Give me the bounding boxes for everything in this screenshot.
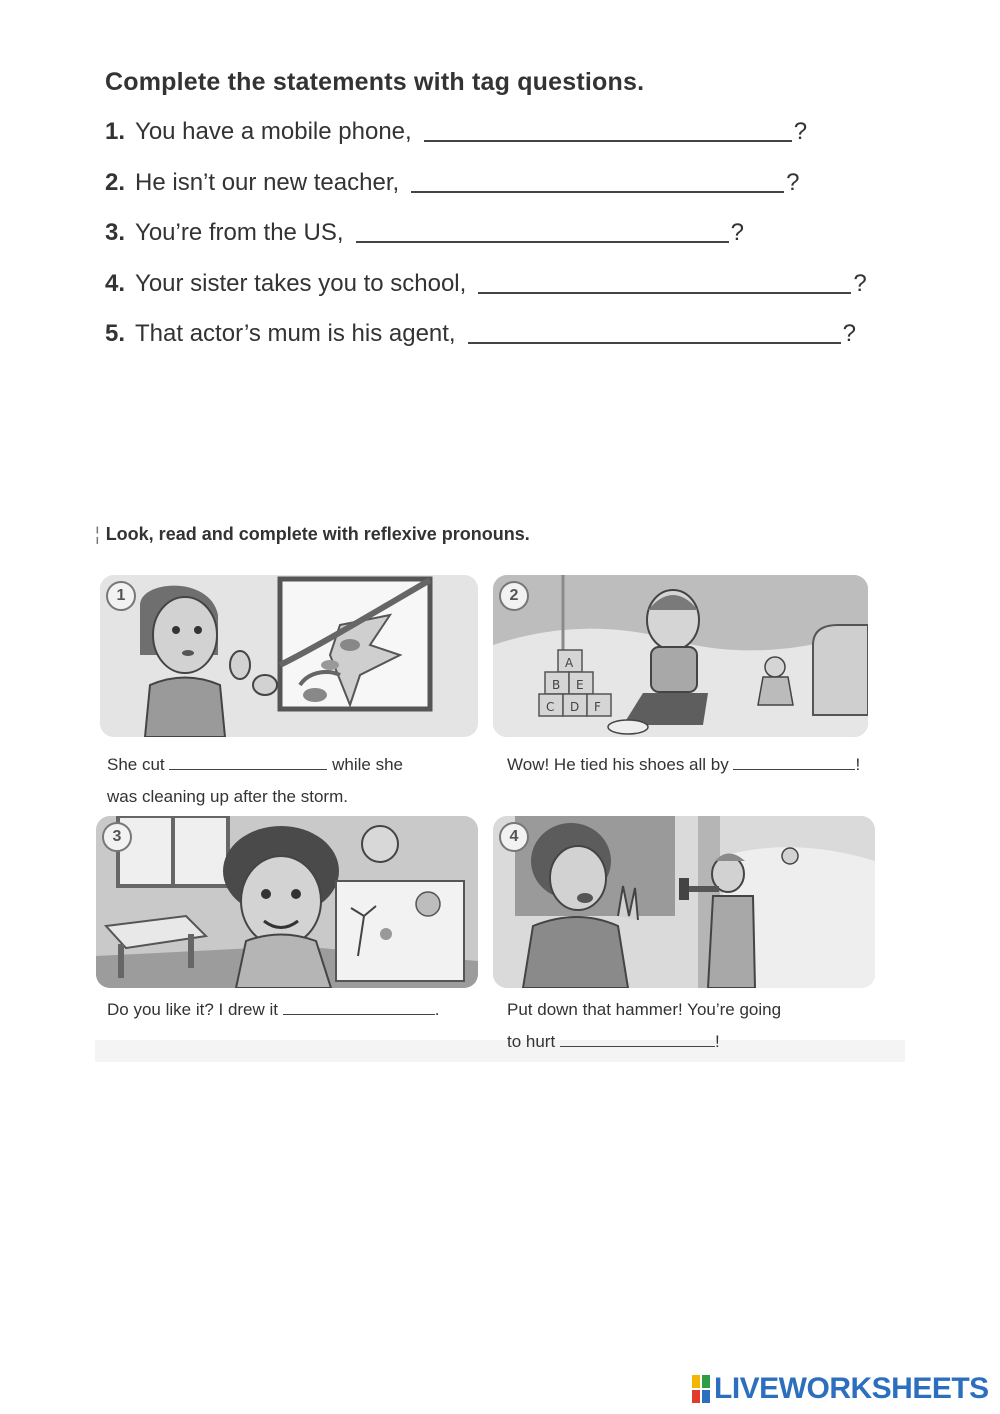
caption-panel-3 — [107, 994, 439, 1026]
exercise-heading: Complete the statements with tag questions. — [105, 68, 645, 96]
logo-icon — [692, 1375, 710, 1403]
question-mark: ? — [842, 320, 856, 347]
block-letter: A — [565, 656, 574, 670]
block-letter: C — [546, 700, 555, 714]
caption-panel-2 — [507, 749, 860, 781]
question-mark: ? — [793, 118, 808, 145]
question-text: You’re from the US, — [135, 219, 344, 246]
illustration-panel-1 — [100, 575, 478, 737]
panel-number: 3 — [102, 822, 132, 852]
caption-panel-1 — [107, 749, 403, 781]
logo-text: LIVEWORKSHEETS — [714, 1372, 989, 1405]
liveworksheets-logo[interactable] — [692, 1372, 989, 1406]
question-number: 2. — [105, 169, 126, 196]
illustration-panel-2 — [493, 575, 868, 737]
answer-blank[interactable] — [733, 751, 855, 770]
question-text: He isn’t our new teacher, — [135, 169, 400, 196]
caption-text: ! — [714, 1032, 720, 1051]
caption-text: Do you like it? I drew it — [107, 1000, 279, 1019]
answer-blank[interactable] — [424, 114, 792, 142]
caption-panel-1-line-2: was cleaning up after the storm. — [107, 787, 348, 806]
caption-text: . — [434, 1000, 440, 1019]
logo-square — [692, 1375, 700, 1388]
answer-blank[interactable] — [356, 215, 729, 243]
caption-text: Wow! He tied his shoes all by — [507, 755, 729, 774]
boy-tying-shoes-illustration — [493, 575, 868, 737]
answer-blank[interactable] — [468, 316, 841, 344]
answer-blank[interactable] — [560, 1028, 715, 1047]
question-text: Your sister takes you to school, — [135, 270, 467, 297]
caption-panel-4: Put down that hammer! You’re going — [507, 1000, 782, 1019]
caption-text: while she — [332, 755, 403, 774]
question-number: 4. — [105, 270, 126, 297]
panel-number: 4 — [499, 822, 529, 852]
exercise-heading-text: Look, read and complete with reflexive pronouns. — [105, 524, 530, 544]
question-number: 3. — [105, 219, 126, 246]
panel-number: 2 — [499, 581, 529, 611]
block-letter: E — [576, 678, 584, 692]
block-letter: F — [594, 700, 601, 714]
question-row — [105, 169, 800, 197]
illustration-panel-4 — [493, 816, 875, 988]
exercise-heading-2 — [95, 524, 530, 545]
question-row — [105, 118, 807, 146]
caption-text: ! — [855, 755, 861, 774]
question-row — [105, 320, 856, 348]
caption-text: to hurt — [507, 1032, 556, 1051]
answer-blank[interactable] — [169, 751, 327, 770]
boy-with-drawing-illustration — [96, 816, 478, 988]
girl-with-hammer-illustration — [493, 816, 875, 988]
question-number: 5. — [105, 320, 126, 347]
question-row — [105, 270, 867, 298]
answer-blank[interactable] — [478, 266, 851, 294]
woman-cut-finger-illustration — [100, 575, 478, 737]
block-letter: B — [552, 678, 561, 692]
logo-square — [702, 1390, 710, 1403]
answer-blank[interactable] — [283, 996, 435, 1015]
question-mark: ? — [730, 219, 744, 246]
question-mark: ? — [853, 270, 867, 297]
question-mark: ? — [786, 169, 800, 196]
illustration-panel-3 — [96, 816, 478, 988]
answer-blank[interactable] — [411, 165, 784, 193]
caption-text: She cut — [107, 755, 165, 774]
question-row — [105, 219, 744, 247]
page-edge-shade — [95, 1040, 905, 1062]
question-text: You have a mobile phone, — [135, 118, 412, 145]
caption-panel-4-line-2 — [507, 1026, 720, 1058]
logo-square — [702, 1375, 710, 1388]
section-marker: ¦ — [95, 524, 100, 544]
question-number: 1. — [105, 118, 126, 145]
block-letter: D — [570, 700, 580, 714]
panel-number: 1 — [106, 581, 136, 611]
logo-square — [692, 1390, 700, 1403]
question-text: That actor’s mum is his agent, — [135, 320, 456, 347]
